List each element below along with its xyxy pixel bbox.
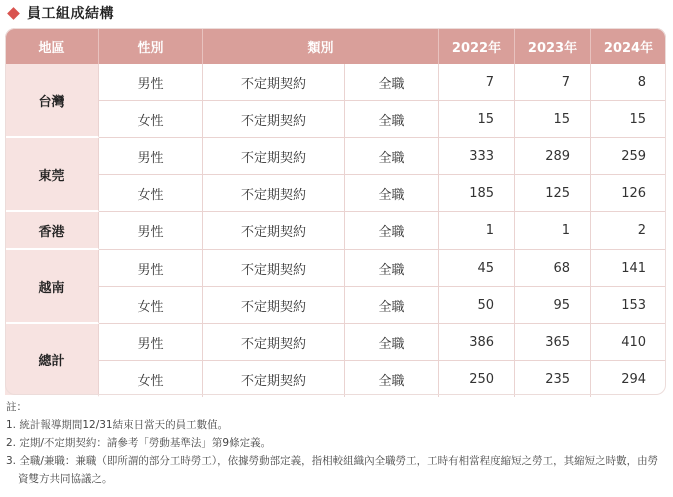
- footnote-item: 3. 全職/兼職：兼職（即所謂的部分工時勞工），依據勞動部定義，指相較組織內全職勞工，工時有相當程度縮短之勞工，其縮短之時數，由勞資雙方共同協議之。: [6, 455, 659, 485]
- region-cell: 東莞: [5, 138, 99, 212]
- type-cell: 全職: [345, 101, 439, 138]
- gender-cell: 男性: [99, 212, 203, 250]
- table-row: [5, 361, 666, 397]
- gender-cell: 男性: [99, 138, 203, 175]
- value-2023: 365: [515, 324, 591, 361]
- header-category: 類別: [203, 28, 439, 64]
- region-cell: 總計: [5, 324, 99, 397]
- type-cell: 全職: [345, 324, 439, 361]
- table-row: [5, 324, 666, 361]
- section-title-text: 員工組成結構: [27, 6, 114, 22]
- contract-cell: 不定期契約: [203, 361, 345, 397]
- region-cell: 台灣: [5, 64, 99, 138]
- value-2024: 410: [591, 324, 666, 361]
- header-2023: 2023年: [515, 28, 591, 64]
- gender-cell: 男性: [99, 324, 203, 361]
- type-cell: 全職: [345, 287, 439, 324]
- gender-cell: 女性: [99, 287, 203, 324]
- table-row: [5, 138, 666, 175]
- contract-cell: 不定期契約: [203, 175, 345, 212]
- value-2022: 386: [439, 324, 515, 361]
- value-2022: 185: [439, 175, 515, 212]
- value-2022: 50: [439, 287, 515, 324]
- table-row: [5, 175, 666, 212]
- contract-cell: 不定期契約: [203, 212, 345, 250]
- value-2023: 68: [515, 250, 591, 287]
- table-row: [5, 287, 666, 324]
- region-cell: 越南: [5, 250, 99, 324]
- footnotes: [6, 398, 668, 488]
- contract-cell: 不定期契約: [203, 138, 345, 175]
- value-2023: 1: [515, 212, 591, 250]
- value-2024: 2: [591, 212, 666, 250]
- value-2022: 45: [439, 250, 515, 287]
- table-row: [5, 250, 666, 287]
- value-2023: 95: [515, 287, 591, 324]
- gender-cell: 女性: [99, 361, 203, 397]
- employee-composition-table: [5, 28, 666, 397]
- value-2023: 125: [515, 175, 591, 212]
- value-2023: 235: [515, 361, 591, 397]
- value-2023: 289: [515, 138, 591, 175]
- gender-cell: 女性: [99, 101, 203, 138]
- type-cell: 全職: [345, 250, 439, 287]
- footnote-heading: 註：: [6, 401, 27, 413]
- table-row: [5, 64, 666, 101]
- value-2024: 141: [591, 250, 666, 287]
- section-title: [6, 2, 114, 24]
- diamond-bullet-icon: [7, 7, 20, 20]
- value-2022: 1: [439, 212, 515, 250]
- value-2024: 126: [591, 175, 666, 212]
- gender-cell: 男性: [99, 250, 203, 287]
- gender-cell: 男性: [99, 64, 203, 101]
- footnote-item: 1. 統計報導期間12/31結束日當天的員工數值。: [6, 419, 229, 431]
- value-2024: 153: [591, 287, 666, 324]
- table-row: [5, 101, 666, 138]
- footnote-item: 2. 定期/不定期契約：請參考「勞動基準法」第9條定義。: [6, 437, 272, 449]
- gender-cell: 女性: [99, 175, 203, 212]
- contract-cell: 不定期契約: [203, 287, 345, 324]
- value-2022: 15: [439, 101, 515, 138]
- value-2024: 259: [591, 138, 666, 175]
- type-cell: 全職: [345, 64, 439, 101]
- value-2024: 294: [591, 361, 666, 397]
- value-2023: 15: [515, 101, 591, 138]
- type-cell: 全職: [345, 212, 439, 250]
- region-cell: 香港: [5, 212, 99, 250]
- value-2023: 7: [515, 64, 591, 101]
- table-row: [5, 212, 666, 250]
- type-cell: 全職: [345, 175, 439, 212]
- contract-cell: 不定期契約: [203, 250, 345, 287]
- type-cell: 全職: [345, 361, 439, 397]
- header-gender: 性別: [99, 28, 203, 64]
- contract-cell: 不定期契約: [203, 101, 345, 138]
- header-2022: 2022年: [439, 28, 515, 64]
- contract-cell: 不定期契約: [203, 324, 345, 361]
- contract-cell: 不定期契約: [203, 64, 345, 101]
- value-2022: 7: [439, 64, 515, 101]
- value-2024: 8: [591, 64, 666, 101]
- header-region: 地區: [5, 28, 99, 64]
- type-cell: 全職: [345, 138, 439, 175]
- value-2022: 333: [439, 138, 515, 175]
- header-2024: 2024年: [591, 28, 666, 64]
- value-2024: 15: [591, 101, 666, 138]
- value-2022: 250: [439, 361, 515, 397]
- table-header-row: [5, 28, 666, 64]
